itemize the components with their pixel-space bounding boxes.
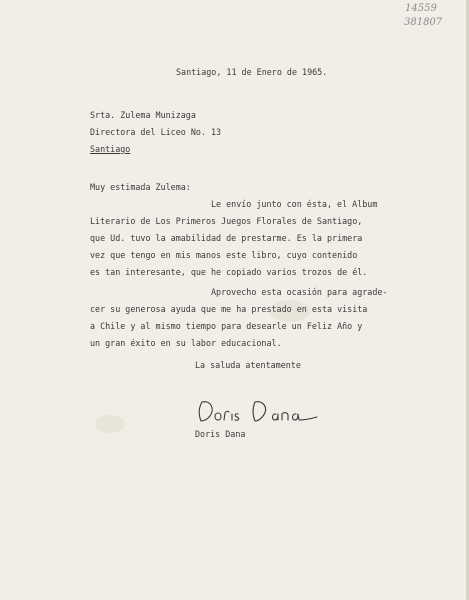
paragraph-2-line-1: Aprovecho esta ocasión para agrade- (211, 287, 388, 297)
paragraph-1-line-5: es tan interesante, que he copiado varios trozos de él. (90, 267, 368, 277)
paper-stain (95, 415, 125, 433)
paragraph-1-line-1: Le envío junto con ésta, el Album (211, 199, 378, 209)
paragraph-2-line-2: cer su generosa ayuda que me ha prestado en esta visita (90, 304, 368, 314)
paragraph-2-line-4: un gran éxito en su labor educacional. (90, 338, 282, 348)
paragraph-1-line-4: vez que tengo en mis manos este libro, cuyo contenido (90, 250, 358, 260)
handwritten-signature (192, 393, 320, 427)
recipient-name: Srta. Zulema Munizaga (90, 110, 196, 120)
archive-number-1: 14559 (405, 3, 437, 14)
archive-number-2: 381807 (404, 17, 443, 28)
paragraph-2-line-3: a Chile y al mismo tiempo para desearle un Feliz Año y (90, 321, 363, 331)
recipient-title: Directora del Liceo No. 13 (90, 127, 222, 137)
signer-name: Doris Dana (195, 429, 246, 439)
paragraph-1-line-3: que Ud. tuvo la amabilidad de prestarme. Es la primera (90, 233, 363, 243)
recipient-city: Santiago (90, 144, 131, 154)
signature-text (220, 397, 226, 408)
closing: La saluda atentamente (195, 360, 301, 370)
letter-date: Santiago, 11 de Enero de 1965. (176, 67, 328, 77)
paragraph-1-line-2: Literario de Los Primeros Juegos Florales de Santiago, (90, 216, 363, 226)
salutation: Muy estimada Zulema: (90, 182, 191, 192)
